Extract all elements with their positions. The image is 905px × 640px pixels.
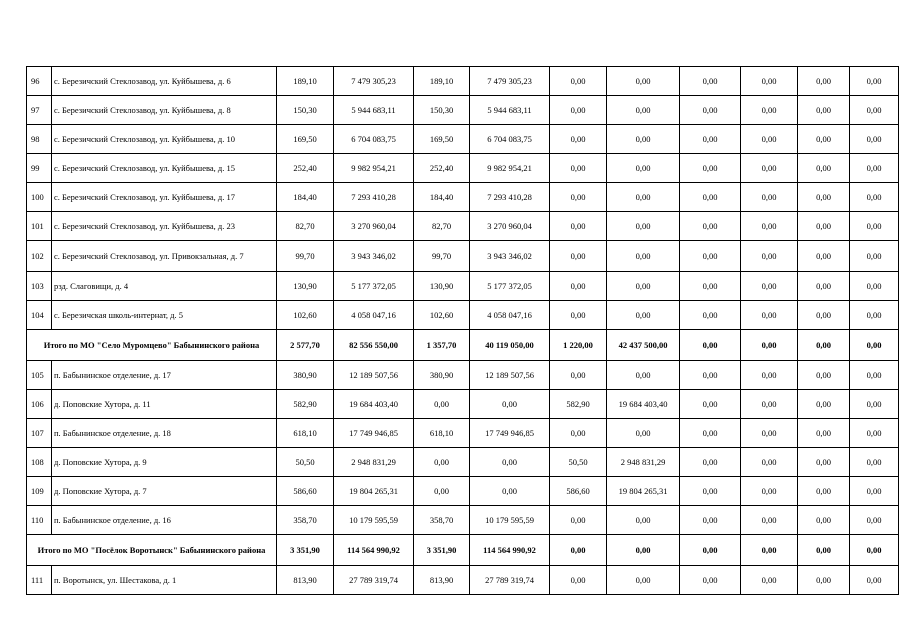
value-cell: 0,00: [798, 301, 850, 330]
value-cell: 0,00: [680, 272, 741, 301]
value-cell: 0,00: [680, 448, 741, 477]
row-number: 106: [27, 390, 52, 419]
value-cell: 0,00: [680, 330, 741, 361]
value-cell: 0,00: [680, 506, 741, 535]
value-cell: 813,90: [277, 566, 334, 595]
value-cell: 0,00: [550, 212, 607, 241]
value-cell: 0,00: [741, 361, 798, 390]
value-cell: 9 982 954,21: [470, 154, 550, 183]
value-cell: 0,00: [607, 506, 680, 535]
table-row: [27, 361, 899, 390]
value-cell: 0,00: [798, 390, 850, 419]
value-cell: 586,60: [277, 477, 334, 506]
row-number: 96: [27, 67, 52, 96]
value-cell: 130,90: [414, 272, 470, 301]
value-cell: 0,00: [550, 272, 607, 301]
value-cell: 0,00: [741, 67, 798, 96]
subtotal-row: [27, 330, 899, 361]
value-cell: 19 684 403,40: [607, 390, 680, 419]
value-cell: 0,00: [680, 419, 741, 448]
value-cell: 0,00: [798, 96, 850, 125]
value-cell: 19 684 403,40: [334, 390, 414, 419]
value-cell: 582,90: [277, 390, 334, 419]
value-cell: 380,90: [277, 361, 334, 390]
value-cell: 0,00: [850, 506, 899, 535]
value-cell: 0,00: [741, 419, 798, 448]
address-cell: д. Поповские Хутора, д. 9: [52, 448, 277, 477]
value-cell: 3 943 346,02: [470, 241, 550, 272]
value-cell: 0,00: [414, 477, 470, 506]
value-cell: 0,00: [607, 535, 680, 566]
row-number: 109: [27, 477, 52, 506]
table-row: [27, 301, 899, 330]
value-cell: 102,60: [414, 301, 470, 330]
value-cell: 0,00: [850, 154, 899, 183]
value-cell: 50,50: [550, 448, 607, 477]
value-cell: 0,00: [680, 67, 741, 96]
value-cell: 7 479 305,23: [470, 67, 550, 96]
value-cell: 0,00: [607, 361, 680, 390]
value-cell: 4 058 047,16: [470, 301, 550, 330]
value-cell: 0,00: [850, 125, 899, 154]
address-cell: д. Поповские Хутора, д. 7: [52, 477, 277, 506]
value-cell: 169,50: [277, 125, 334, 154]
value-cell: 0,00: [850, 330, 899, 361]
value-cell: 0,00: [850, 212, 899, 241]
value-cell: 0,00: [607, 154, 680, 183]
value-cell: 0,00: [850, 477, 899, 506]
value-cell: 0,00: [680, 361, 741, 390]
value-cell: 42 437 500,00: [607, 330, 680, 361]
value-cell: 169,50: [414, 125, 470, 154]
value-cell: 0,00: [850, 419, 899, 448]
value-cell: 0,00: [680, 96, 741, 125]
value-cell: 0,00: [798, 125, 850, 154]
subtotal-label: Итого по МО "Посёлок Воротынск" Бабынинского района: [27, 535, 277, 566]
value-cell: 10 179 595,59: [470, 506, 550, 535]
value-cell: 0,00: [550, 125, 607, 154]
address-cell: с. Березичский Стеклозавод, ул. Куйбышева, д. 8: [52, 96, 277, 125]
value-cell: 0,00: [470, 448, 550, 477]
address-cell: с. Березичский Стеклозавод, ул. Куйбышева, д. 17: [52, 183, 277, 212]
table-row: [27, 96, 899, 125]
value-cell: 1 357,70: [414, 330, 470, 361]
value-cell: 0,00: [607, 419, 680, 448]
address-cell: рзд. Слаговищи, д. 4: [52, 272, 277, 301]
value-cell: 0,00: [680, 301, 741, 330]
value-cell: 0,00: [607, 566, 680, 595]
value-cell: 0,00: [850, 301, 899, 330]
value-cell: 252,40: [277, 154, 334, 183]
value-cell: 0,00: [798, 67, 850, 96]
value-cell: 3 270 960,04: [470, 212, 550, 241]
table-row: [27, 566, 899, 595]
value-cell: 0,00: [798, 272, 850, 301]
value-cell: 12 189 507,56: [470, 361, 550, 390]
value-cell: 82,70: [414, 212, 470, 241]
value-cell: 6 704 083,75: [470, 125, 550, 154]
value-cell: 0,00: [741, 154, 798, 183]
value-cell: 0,00: [798, 477, 850, 506]
value-cell: 0,00: [680, 535, 741, 566]
value-cell: 358,70: [277, 506, 334, 535]
value-cell: 2 948 831,29: [607, 448, 680, 477]
address-cell: с. Березичский Стеклозавод, ул. Куйбышева, д. 10: [52, 125, 277, 154]
value-cell: 0,00: [414, 390, 470, 419]
subtotal-label: Итого по МО "Село Муромцево" Бабынинского района: [27, 330, 277, 361]
row-number: 97: [27, 96, 52, 125]
value-cell: 0,00: [798, 566, 850, 595]
value-cell: 0,00: [741, 96, 798, 125]
value-cell: 17 749 946,85: [470, 419, 550, 448]
value-cell: 1 220,00: [550, 330, 607, 361]
value-cell: 130,90: [277, 272, 334, 301]
value-cell: 0,00: [680, 566, 741, 595]
table-row: [27, 506, 899, 535]
table-row: [27, 125, 899, 154]
value-cell: 2 577,70: [277, 330, 334, 361]
housing-program-table: [26, 66, 899, 595]
value-cell: 0,00: [850, 241, 899, 272]
table-body: [27, 67, 899, 595]
value-cell: 0,00: [798, 448, 850, 477]
value-cell: 0,00: [550, 183, 607, 212]
value-cell: 5 944 683,11: [470, 96, 550, 125]
value-cell: 27 789 319,74: [334, 566, 414, 595]
value-cell: 618,10: [277, 419, 334, 448]
table-row: [27, 212, 899, 241]
value-cell: 0,00: [607, 301, 680, 330]
value-cell: 150,30: [414, 96, 470, 125]
value-cell: 5 177 372,05: [334, 272, 414, 301]
value-cell: 813,90: [414, 566, 470, 595]
row-number: 101: [27, 212, 52, 241]
address-cell: п. Бабынинское отделение, д. 18: [52, 419, 277, 448]
row-number: 102: [27, 241, 52, 272]
value-cell: 2 948 831,29: [334, 448, 414, 477]
value-cell: 184,40: [414, 183, 470, 212]
value-cell: 27 789 319,74: [470, 566, 550, 595]
value-cell: 0,00: [741, 477, 798, 506]
value-cell: 7 479 305,23: [334, 67, 414, 96]
value-cell: 0,00: [850, 390, 899, 419]
value-cell: 0,00: [550, 566, 607, 595]
value-cell: 0,00: [680, 212, 741, 241]
value-cell: 0,00: [798, 330, 850, 361]
row-number: 105: [27, 361, 52, 390]
value-cell: 0,00: [741, 301, 798, 330]
value-cell: 0,00: [741, 390, 798, 419]
value-cell: 0,00: [680, 477, 741, 506]
value-cell: 0,00: [680, 241, 741, 272]
value-cell: 0,00: [741, 506, 798, 535]
address-cell: п. Бабынинское отделение, д. 16: [52, 506, 277, 535]
value-cell: 0,00: [550, 535, 607, 566]
address-cell: п. Воротынск, ул. Шестакова, д. 1: [52, 566, 277, 595]
value-cell: 358,70: [414, 506, 470, 535]
value-cell: 3 351,90: [414, 535, 470, 566]
value-cell: 0,00: [741, 330, 798, 361]
table-row: [27, 183, 899, 212]
value-cell: 50,50: [277, 448, 334, 477]
value-cell: 0,00: [798, 361, 850, 390]
value-cell: 102,60: [277, 301, 334, 330]
value-cell: 9 982 954,21: [334, 154, 414, 183]
value-cell: 380,90: [414, 361, 470, 390]
subtotal-row: [27, 535, 899, 566]
row-number: 100: [27, 183, 52, 212]
address-cell: с. Березичский Стеклозавод, ул. Куйбышева, д. 15: [52, 154, 277, 183]
row-number: 98: [27, 125, 52, 154]
value-cell: 0,00: [607, 212, 680, 241]
value-cell: 0,00: [680, 390, 741, 419]
value-cell: 0,00: [550, 241, 607, 272]
value-cell: 252,40: [414, 154, 470, 183]
value-cell: 17 749 946,85: [334, 419, 414, 448]
address-cell: с. Березичская школь-интернат, д. 5: [52, 301, 277, 330]
row-number: 107: [27, 419, 52, 448]
value-cell: 82 556 550,00: [334, 330, 414, 361]
address-cell: с. Березичский Стеклозавод, ул. Привокзальная, д. 7: [52, 241, 277, 272]
value-cell: 0,00: [607, 96, 680, 125]
row-number: 104: [27, 301, 52, 330]
value-cell: 0,00: [550, 301, 607, 330]
value-cell: 0,00: [607, 241, 680, 272]
value-cell: 5 177 372,05: [470, 272, 550, 301]
table-row: [27, 419, 899, 448]
value-cell: 0,00: [607, 67, 680, 96]
value-cell: 0,00: [741, 272, 798, 301]
value-cell: 82,70: [277, 212, 334, 241]
value-cell: 189,10: [414, 67, 470, 96]
value-cell: 0,00: [607, 183, 680, 212]
value-cell: 19 804 265,31: [607, 477, 680, 506]
value-cell: 114 564 990,92: [334, 535, 414, 566]
table-row: [27, 448, 899, 477]
value-cell: 150,30: [277, 96, 334, 125]
value-cell: 0,00: [550, 361, 607, 390]
value-cell: 0,00: [798, 535, 850, 566]
value-cell: 184,40: [277, 183, 334, 212]
value-cell: 0,00: [550, 67, 607, 96]
value-cell: 0,00: [607, 125, 680, 154]
value-cell: 114 564 990,92: [470, 535, 550, 566]
value-cell: 3 351,90: [277, 535, 334, 566]
value-cell: 6 704 083,75: [334, 125, 414, 154]
table-row: [27, 477, 899, 506]
value-cell: 0,00: [550, 419, 607, 448]
value-cell: 0,00: [798, 506, 850, 535]
table-row: [27, 241, 899, 272]
value-cell: 0,00: [741, 241, 798, 272]
value-cell: 12 189 507,56: [334, 361, 414, 390]
value-cell: 0,00: [680, 125, 741, 154]
value-cell: 0,00: [680, 183, 741, 212]
value-cell: 3 270 960,04: [334, 212, 414, 241]
table-row: [27, 390, 899, 419]
address-cell: п. Бабынинское отделение, д. 17: [52, 361, 277, 390]
address-cell: д. Поповские Хутора, д. 11: [52, 390, 277, 419]
value-cell: 0,00: [798, 154, 850, 183]
value-cell: 0,00: [607, 272, 680, 301]
value-cell: 0,00: [414, 448, 470, 477]
value-cell: 99,70: [414, 241, 470, 272]
value-cell: 0,00: [850, 361, 899, 390]
value-cell: 0,00: [850, 535, 899, 566]
table-row: [27, 67, 899, 96]
value-cell: 0,00: [741, 566, 798, 595]
value-cell: 0,00: [741, 125, 798, 154]
row-number: 103: [27, 272, 52, 301]
value-cell: 0,00: [850, 272, 899, 301]
value-cell: 40 119 050,00: [470, 330, 550, 361]
row-number: 110: [27, 506, 52, 535]
value-cell: 0,00: [850, 96, 899, 125]
table-row: [27, 272, 899, 301]
value-cell: 0,00: [550, 506, 607, 535]
value-cell: 99,70: [277, 241, 334, 272]
value-cell: 0,00: [798, 212, 850, 241]
row-number: 111: [27, 566, 52, 595]
value-cell: 0,00: [850, 566, 899, 595]
value-cell: 0,00: [550, 96, 607, 125]
value-cell: 0,00: [741, 535, 798, 566]
row-number: 108: [27, 448, 52, 477]
value-cell: 3 943 346,02: [334, 241, 414, 272]
value-cell: 0,00: [470, 477, 550, 506]
value-cell: 19 804 265,31: [334, 477, 414, 506]
value-cell: 4 058 047,16: [334, 301, 414, 330]
row-number: 99: [27, 154, 52, 183]
value-cell: 7 293 410,28: [470, 183, 550, 212]
value-cell: 5 944 683,11: [334, 96, 414, 125]
value-cell: 7 293 410,28: [334, 183, 414, 212]
value-cell: 0,00: [470, 390, 550, 419]
value-cell: 0,00: [850, 67, 899, 96]
value-cell: 0,00: [680, 154, 741, 183]
value-cell: 0,00: [798, 241, 850, 272]
value-cell: 618,10: [414, 419, 470, 448]
address-cell: с. Березичский Стеклозавод, ул. Куйбышева, д. 6: [52, 67, 277, 96]
value-cell: 10 179 595,59: [334, 506, 414, 535]
value-cell: 0,00: [798, 183, 850, 212]
address-cell: с. Березичский Стеклозавод, ул. Куйбышева, д. 23: [52, 212, 277, 241]
value-cell: 0,00: [550, 154, 607, 183]
value-cell: 0,00: [798, 419, 850, 448]
table-row: [27, 154, 899, 183]
value-cell: 0,00: [850, 183, 899, 212]
value-cell: 189,10: [277, 67, 334, 96]
value-cell: 582,90: [550, 390, 607, 419]
value-cell: 0,00: [741, 212, 798, 241]
value-cell: 586,60: [550, 477, 607, 506]
value-cell: 0,00: [741, 448, 798, 477]
value-cell: 0,00: [850, 448, 899, 477]
value-cell: 0,00: [741, 183, 798, 212]
